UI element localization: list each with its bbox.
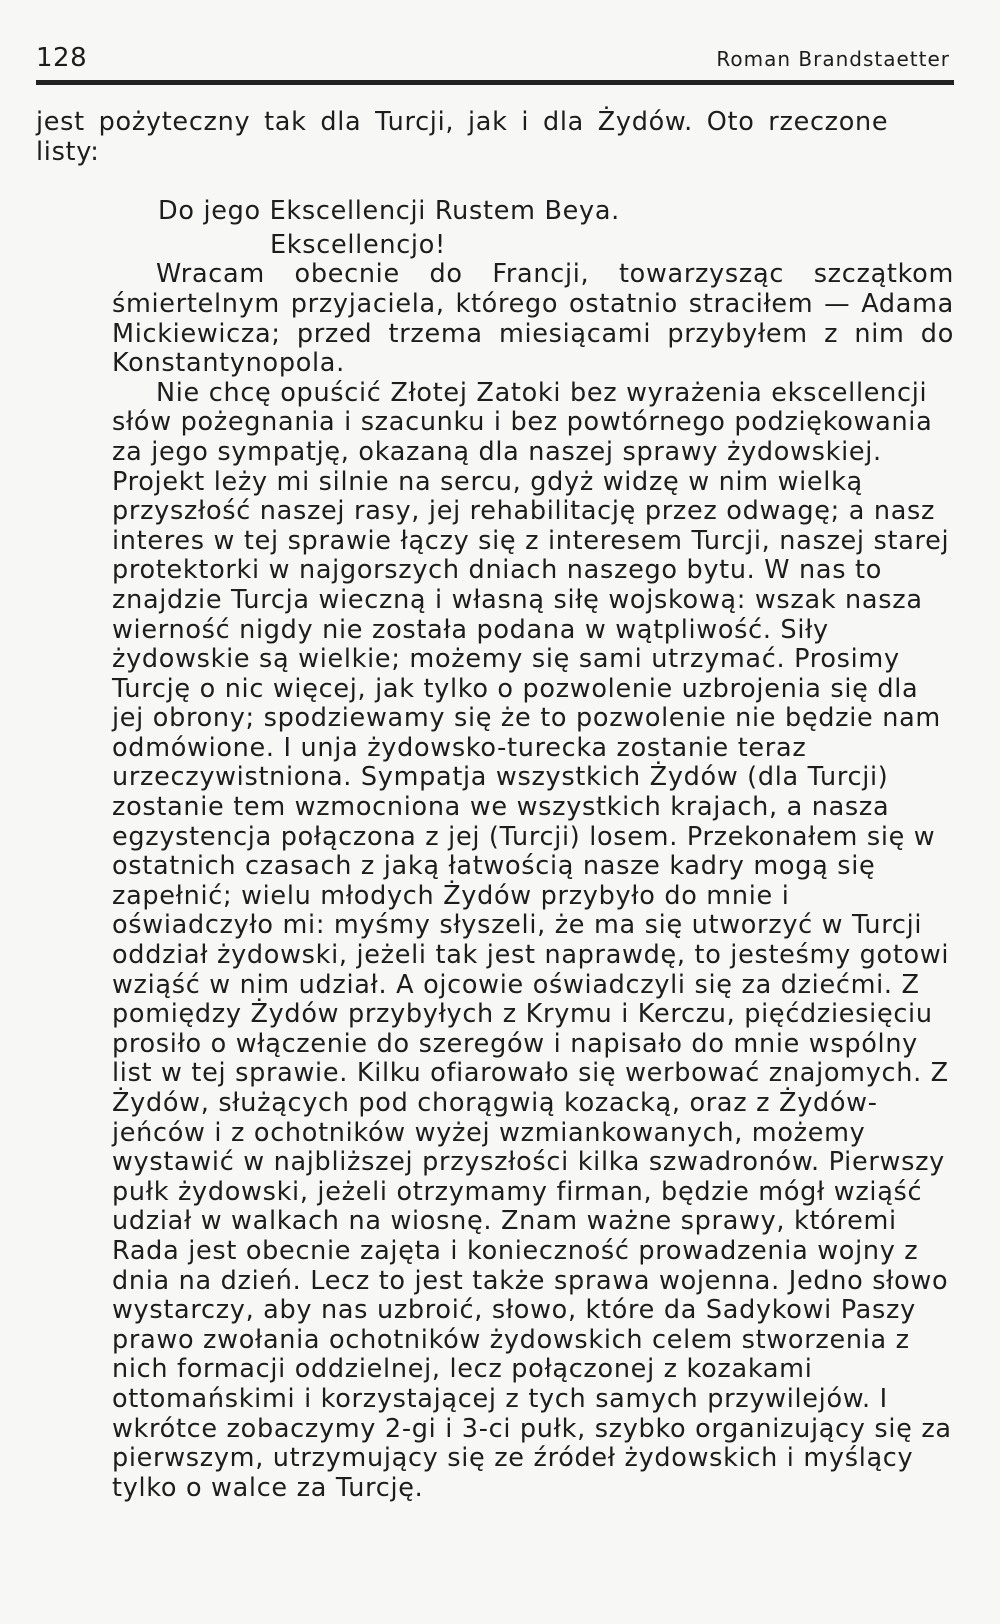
page-body [36,108,954,1503]
running-head-author: Roman Brandstaetter [716,47,950,71]
letter-body [36,260,954,1503]
letter-salutation: Do jego Ekscellencji Rustem Beya. [158,196,620,227]
letter-paragraph-1: Wracam obecnie do Francji, towarzysząc szczątkom śmiertelnym przyjaciela, którego ostatnio straciłem — Adama Mickiewicza; przed trzema miesiącami przybyłem z nim do Konstantynopola. [112,259,954,379]
page-header [36,42,954,78]
intro-paragraph: jest pożyteczny tak dla Turcji, jak i dla Żydów. Oto rzeczone listy: [36,107,889,167]
letter-paragraph-2: Nie chcę opuścić Złotej Zatoki bez wyrażenia ekscellencji słów pożegnania i szacunku i bez powtórnego podziękowania za jego sympatję, okazaną dla naszej sprawy żydowskiej. Projekt leży mi silnie na sercu, gdyż widzę w nim wielką przyszłość naszej rasy, jej rehabilitację przez odwagę; a nasz interes w tej sprawie łączy się z interesem Turcji, naszej starej protektorki w najgorszych dniach naszego bytu. W nas to znajdzie Turcja wieczną i własną siłę wojskową: wszak nasza wierność nigdy nie została podana w wątpliwość. Siły żydowskie są wielkie; możemy się sami utrzymać. Prosimy Turcję o nic więcej, jak tylko o pozwolenie uzbrojenia się dla jej obrony; spodziewamy się że to pozwolenie nie będzie nam odmówione. I unja żydowsko-turecka zostanie teraz urzeczywistniona. Sympatja wszystkich Żydów (dla Turcji) zostanie tem wzmocniona we wszystkich krajach, a nasza egzystencja połączona z jej (Turcji) losem. Przekonałem się w ostatnich czasach z jaką łatwością nasze kadry mogą się zapełnić; wielu młodych Żydów przybyło do mnie i oświadczyło mi: myśmy słyszeli, że ma się utworzyć w Turcji oddział żydowski, jeżeli tak jest naprawdę, to jesteśmy gotowi wziąść w nim udział. A ojcowie oświadczyli się za dziećmi. Z pomiędzy Żydów przybyłych z Krymu i Kerczu, pięćdziesięciu prosiło o włączenie do szeregów i napisało do mnie wspólny list w tej sprawie. Kilku ofiarowało się werbować znajomych. Z Żydów, służących pod chorągwią kozacką, oraz z Żydów-jeńców i z ochotników wyżej wzmiankowanych, możemy wystawić w najbliższej przyszłości kilka szwadronów. Pierwszy pułk żydowski, jeżeli otrzymamy firman, będzie mógł wziąść udział w walkach na wiosnę. Znam ważne sprawy, któremi Rada jest obecnie zajęta i konieczność prowadzenia wojny z dnia na dzień. Lecz to jest także sprawa wojenna. Jedno słowo wystarczy, aby nas uzbroić, słowo, które da Sadykowi Paszy prawo zwołania ochotników żydowskich celem stworzenia z nich formacji oddzielnej, lecz połączonej z kozakami ottomańskimi i korzystającej z tych samych przywilejów. I wkrótce zobaczymy 2-gi i 3-ci pułk, szybko organizujący się za pierwszym, utrzymujący się ze źródeł żydowskich i myślący tylko o walce za Turcję. [112,377,952,1503]
header-rule [36,80,954,85]
page-number: 128 [36,43,88,73]
letter-greeting: Ekscellencjo! [270,229,446,260]
